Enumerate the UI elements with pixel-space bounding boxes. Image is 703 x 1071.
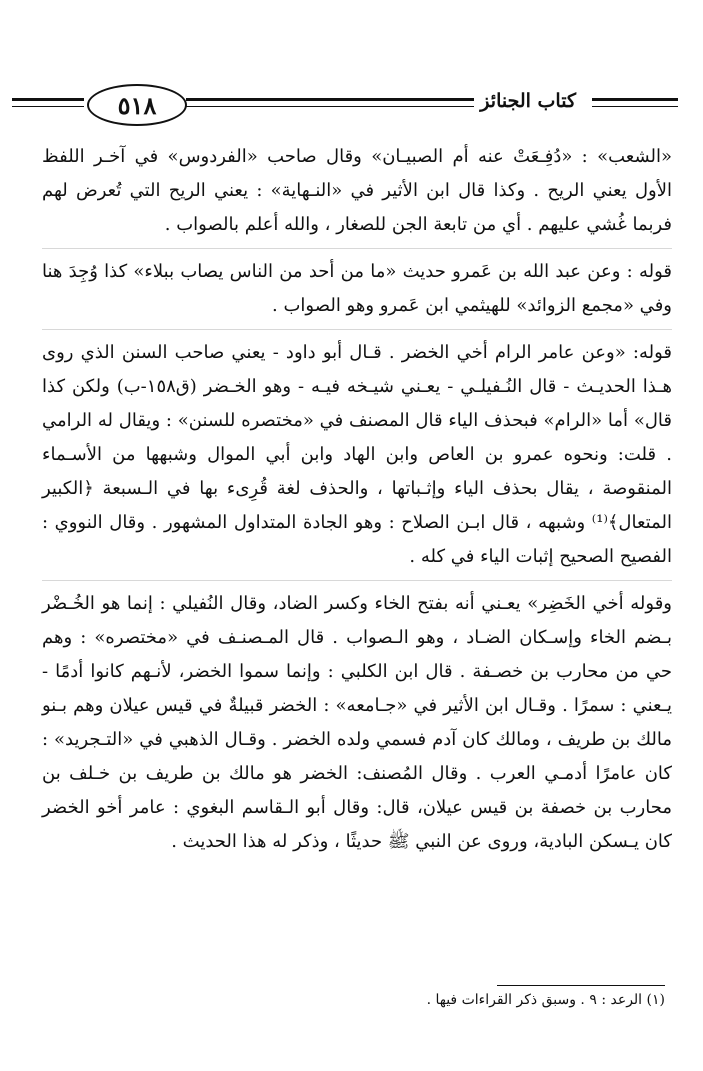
footnote: (١) الرعد : ٩ . وسبق ذكر القراءات فيها . <box>426 992 665 1008</box>
header-rule-left <box>12 98 84 101</box>
header-rule-left-thin <box>12 106 84 107</box>
paragraph-3: قوله: «وعن عامر الرام أخي الخضر . قـال أبو داود - يعني صاحب السنن الذي روى هـذا الحديـث - قال النُـفيلـي - يعـني شيـخه فيـه - وهو الخـضر (ق١٥٨-ب) ولكن كذا قال» أما «الرام» فبحذف الياء قال المصنف في «مختصره للسنن» : ويقال له الرامي . قلت: ونحوه عمرو بن العاص وابن الهاد وابن أبي الموال وشبهها من الأسـماء المنقوصة ، يقال بحذف الياء وإثـباتها ، والحذف لغة قُرِىء بها في الـسبعة ﴿الكبير المتعال﴾⁽¹⁾ وشبهه ، قال ابـن الصلاح : وهو الجادة المتداول المشهور . وقال النووي : الفصيح الصحيح إثبات الياء في كله . <box>42 329 672 574</box>
paragraph-4: وقوله أخي الخَضِر» يعـني أنه بفتح الخاء وكسر الضاد، وقال النُفيلي : إنما هو الخُـضْر بـضم الخاء وإسـكان الضـاد ، وهو الـصواب . قال المـصنـف في «مختصره» : وهم حي من محارب بن خصـفة . قال ابن الكلبي : وإنما سموا الخضر، لأنـهم كانوا أدمًا - يـعني : سمرًا . وقـال ابن الأثير في «جـامعه» : الخضر قبيلةٌ في قيس عيلان وهم بـنو مالك بن طريف ، ومالك كان آدم فسمي ولده الخضر . وقـال الذهبي في «التـجريد» : كان عامرًا أدمـي العرب . وقال المُصنف: الخضر هو مالك بن طريف بن خـلف بن محارب بن خصفة بن قيس عيلان، قال: وقال أبو الـقاسم البغوي : عامر أخو الخضر كان يـسكن البادية، وروى عن النبي ﷺ حديثًا ، وذكر له هذا الحديث . <box>42 580 672 859</box>
paragraph-2: قوله : وعن عبد الله بن عَمرو حديث «ما من أحد من الناس يصاب ببلاء» كذا وُجِدَ هنا وفي «مجمع الزوائد» للهيثمي ابن عَمرو وهو الصواب . <box>42 248 672 323</box>
chapter-title: كتاب الجنائز <box>474 90 582 112</box>
page-header <box>12 84 678 124</box>
body-text <box>42 140 672 859</box>
header-rule-right <box>592 98 678 101</box>
header-rule-right-thin <box>592 106 678 107</box>
paragraph-1: «الشعب» : «دُفِـعَتْ عنه أم الصبيـان» وقال صاحب «الفردوس» في آخـر اللفظ الأول يعني الريح . وكذا قال ابن الأثير في «النـهاية» : يعني الريح التي تُعرض لهم فربما غُشي عليهم . أي من تابعة الجن للصغار ، والله أعلم بالصواب . <box>42 146 672 235</box>
header-rule-middle-thin <box>186 106 486 107</box>
page-number: ٥١٨ <box>87 84 187 126</box>
footnote-divider <box>497 985 665 986</box>
header-rule-middle <box>186 98 486 101</box>
